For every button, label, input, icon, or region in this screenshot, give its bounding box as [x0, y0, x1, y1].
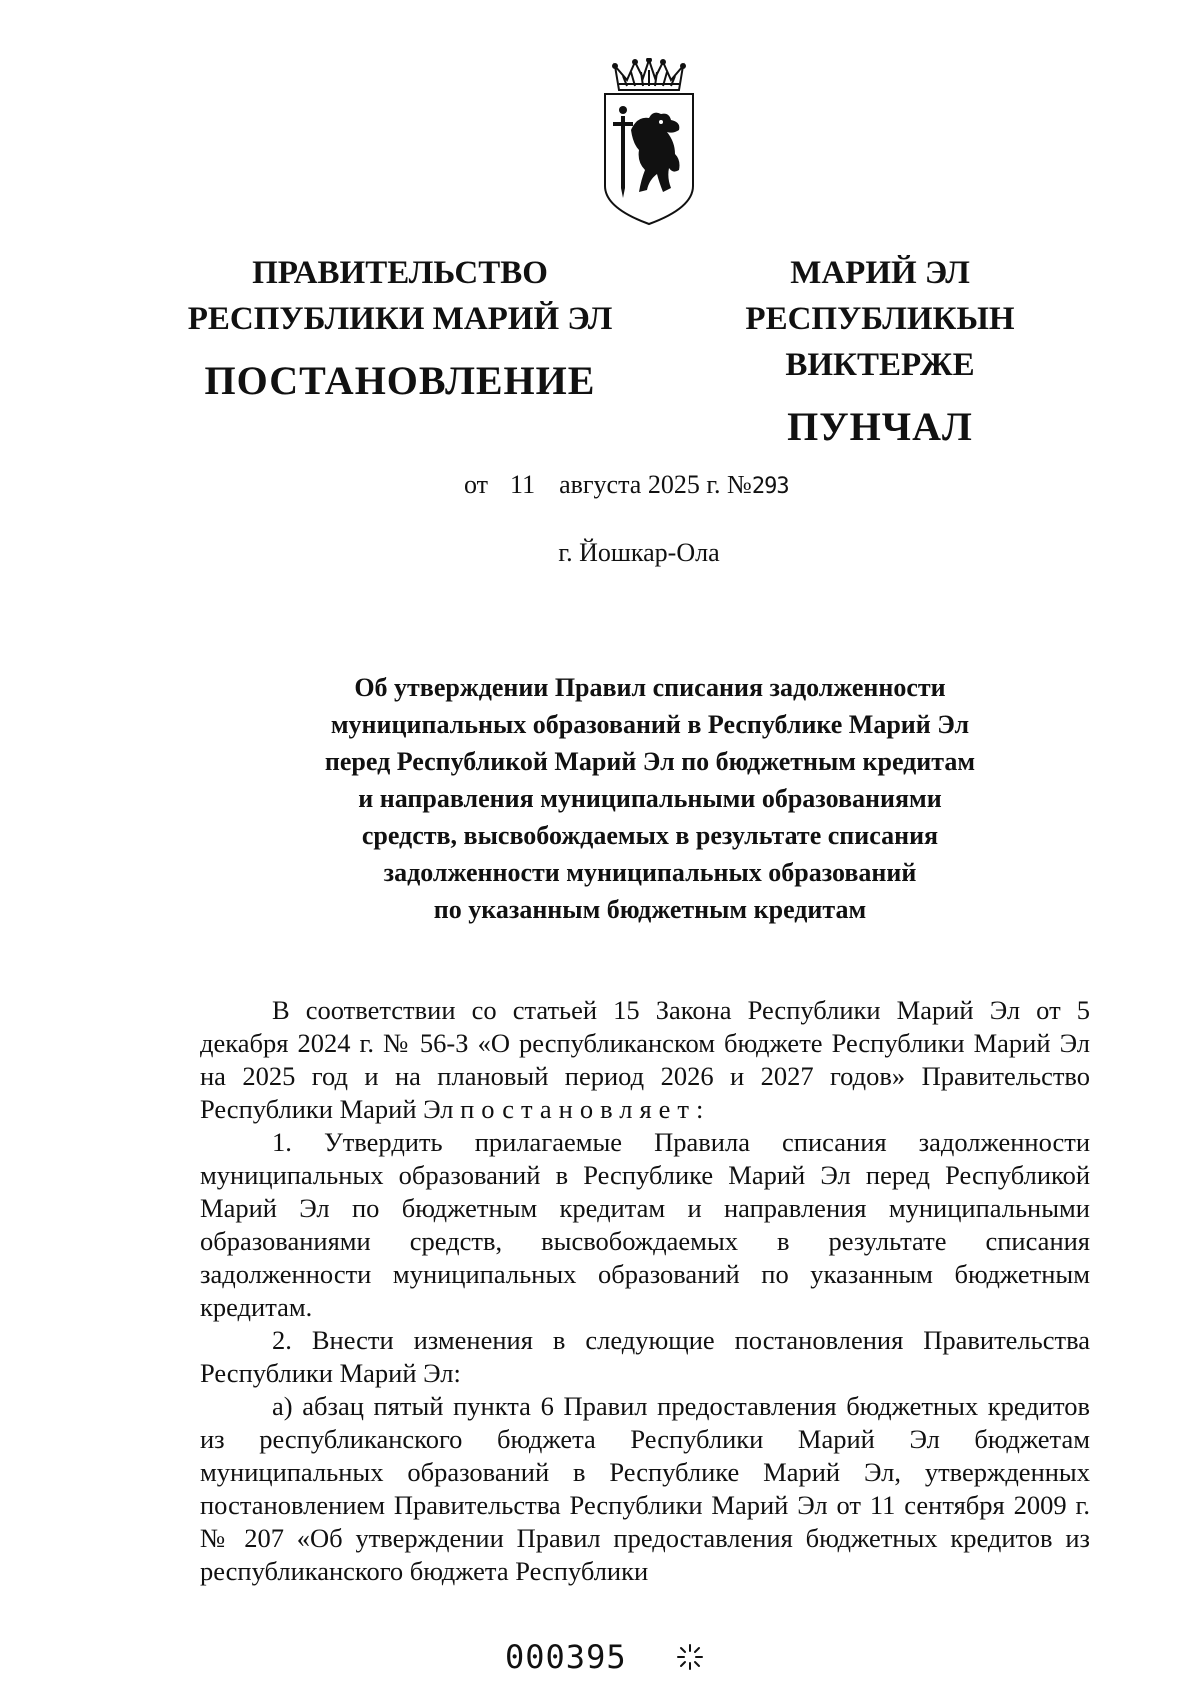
subject-line: муниципальных образований в Республике Марий Эл [330, 710, 970, 739]
government-name-mari-line1: МАРИЙ ЭЛ РЕСПУБЛИКЫН [745, 255, 1015, 337]
preamble-text: В соответствии со статьей 15 Закона Республики Марий Эл от 5 декабря 2024 г. № 56-З «О республиканском бюджете Республики Марий Эл на 2025 год и на плановый период 2026 и 2027 годов» Правительство Республики Марий Эл [200, 995, 1090, 1124]
coat-of-arms-emblem [597, 58, 701, 230]
city-name: г. Йошкар-Ола [558, 538, 720, 567]
date-day: 11 [510, 470, 536, 499]
form-serial-number: 000395 [505, 1638, 627, 1676]
subject-line: задолженности муниципальных образований [383, 858, 917, 887]
subject-line: перед Республикой Марий Эл по бюджетным кредитам [324, 747, 976, 776]
resolves-word: постановляет: [460, 1094, 711, 1124]
subject-line: по указанным бюджетным кредитам [433, 895, 867, 924]
government-name-line1: ПРАВИТЕЛЬСТВО [252, 255, 548, 291]
paragraph-item-2: 2. Внести изменения в следующие постановления Правительства Республики Марий Эл: [200, 1325, 1090, 1388]
paragraph-preamble [200, 994, 1090, 1126]
date-month-year: августа 2025 г. № [559, 470, 752, 499]
subject-line: Об утверждении Правил списания задолженности [354, 673, 946, 702]
government-name-line2: РЕСПУБЛИКИ МАРИЙ ЭЛ [187, 301, 613, 337]
subject-line: и направления муниципальными образованиями [358, 784, 942, 813]
government-name-mari-line2: ВИКТЕРЖЕ [785, 347, 975, 383]
subject-line: средств, высвобождаемых в результате списания [361, 821, 939, 850]
date-prefix: от [464, 470, 489, 499]
header-right [660, 250, 1100, 452]
header-left [180, 250, 620, 406]
document-subject [200, 669, 1100, 928]
crown-icon [613, 58, 685, 90]
paragraph-item-1: 1. Утвердить прилагаемые Правила списания задолженности муниципальных образований в Республике Марий Эл перед Республикой Марий Эл по бюджетным кредитам и направления муниципальными образованиями средств, высвобождаемых в результате списания задолженности муниципальных образований по указанным бюджетным кредитам. [200, 1127, 1090, 1322]
document-body [200, 994, 1090, 1588]
document-type-title: ПОСТАНОВЛЕНИЕ [204, 358, 596, 403]
date-line [464, 470, 789, 500]
paragraph-item-2a: а) абзац пятый пункта 6 Правил предоставления бюджетных кредитов из республиканского бюджета Республики Марий Эл бюджетам муниципальных образований в Республике Марий Эл, утвержденных постановлением Правительства Республики Марий Эл от 11 сентября 2009 г. № 207 «Об утверждении Правил предоставления бюджетных кредитов из республиканского бюджета Республики [200, 1391, 1090, 1586]
sparkle-mark-icon [675, 1642, 705, 1672]
document-number: 293 [751, 474, 789, 499]
document-type-title-mari: ПУНЧАЛ [787, 404, 973, 449]
